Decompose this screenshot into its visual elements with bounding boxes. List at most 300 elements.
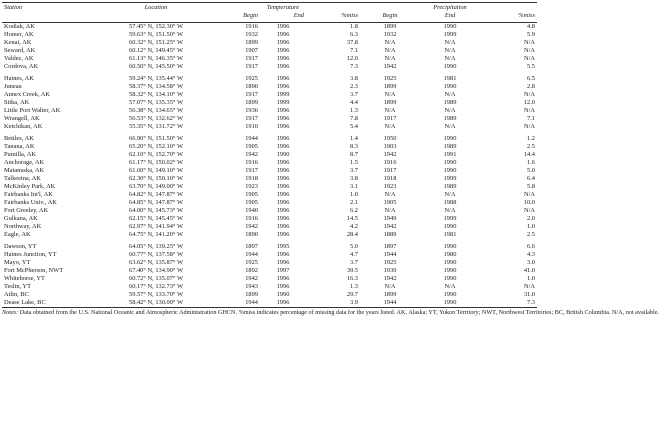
station-location: 56.38° N, 134.65° W	[129, 107, 183, 114]
temp-begin: 1916	[245, 23, 258, 30]
temp-end: 1996	[276, 75, 290, 82]
precip-end: N/A	[444, 207, 456, 214]
station-name: Fort McPherson, NWT	[4, 267, 64, 274]
temp-miss: 1.3	[350, 283, 358, 290]
precip-end: 1991	[443, 151, 457, 158]
header-precip-end: End	[420, 12, 480, 23]
precip-begin: 1944	[383, 251, 397, 258]
header-temp-end: End	[260, 12, 306, 23]
precip-begin: N/A	[384, 191, 396, 198]
station-location: 61.17° N, 150.02° W	[129, 159, 183, 166]
station-location: 58.32° N, 134.10° W	[129, 91, 183, 98]
temp-miss: 5.4	[350, 123, 358, 130]
table-row	[2, 75, 537, 83]
temp-end: 1996	[276, 115, 290, 122]
station-location: 61.60° N, 149.10° W	[129, 167, 183, 174]
temp-end: 1996	[276, 123, 290, 130]
precip-end: 1990	[443, 167, 457, 174]
station-name: Valdez, AK	[4, 55, 34, 62]
table-row	[2, 199, 537, 207]
precip-end: 1990	[443, 159, 457, 166]
station-name: Cordova, AK	[4, 63, 39, 70]
precip-miss: N/A	[523, 91, 535, 98]
station-name: McKinley Park, AK	[4, 183, 56, 190]
precip-miss: 12.0	[523, 99, 535, 106]
temp-end: 1990	[276, 291, 290, 298]
precip-end: N/A	[444, 283, 456, 290]
station-location: 64.82° N, 147.87° W	[129, 191, 183, 198]
precip-begin: 1925	[383, 259, 397, 266]
precip-begin: N/A	[384, 91, 396, 98]
precip-miss: N/A	[523, 107, 535, 114]
precip-end: 1980	[443, 251, 457, 258]
precip-end: 1990	[443, 135, 457, 142]
station-location: 64.00° N, 145.73° W	[129, 207, 183, 214]
precip-begin: N/A	[384, 207, 396, 214]
precip-miss: 31.0	[523, 291, 535, 298]
station-name: Bettles, AK	[4, 135, 34, 142]
temp-end: 1999	[276, 99, 290, 106]
precip-begin: N/A	[384, 55, 396, 62]
precip-end: 1981	[443, 75, 457, 82]
table-row	[2, 259, 537, 267]
temp-begin: 1890	[245, 83, 258, 90]
precip-miss: 5.9	[527, 31, 535, 38]
precip-begin: 1903	[383, 143, 397, 150]
precip-end: N/A	[444, 123, 456, 130]
temp-begin: 1910	[245, 123, 258, 130]
precip-end: 1981	[443, 231, 457, 238]
station-location: 57.45° N, 152.30° W	[129, 23, 183, 30]
temp-begin: 1905	[245, 191, 258, 198]
station-location: 63.62° N, 135.87° W	[129, 259, 183, 266]
temp-end: 1996	[276, 251, 290, 258]
table-row	[2, 83, 537, 91]
precip-miss: 5.8	[527, 183, 535, 190]
table-row	[2, 223, 537, 231]
temp-miss: 3.1	[350, 183, 358, 190]
precip-miss: N/A	[523, 283, 535, 290]
precip-end: N/A	[444, 91, 456, 98]
temp-begin: 1917	[245, 167, 258, 174]
temp-end: 1996	[276, 207, 290, 214]
header-row-2	[2, 12, 537, 23]
temp-miss: 16.3	[346, 275, 358, 282]
precip-end: 1989	[443, 143, 457, 150]
table-row	[2, 115, 537, 123]
temp-end: 1997	[276, 267, 290, 274]
station-name: Matanuska, AK	[4, 167, 45, 174]
station-location: 59.57° N, 133.70° W	[129, 291, 183, 298]
precip-miss: 6.4	[527, 175, 535, 182]
station-name: Pumilla, AK	[4, 151, 36, 158]
temp-miss: 3.8	[350, 175, 358, 182]
precip-begin: 1930	[383, 267, 397, 274]
precip-end: 1990	[443, 223, 457, 230]
station-name: Gulkana, AK	[4, 215, 38, 222]
station-location: 58.37° N, 134.58° W	[129, 83, 183, 90]
table-row	[2, 123, 537, 131]
temp-end: 1996	[276, 159, 290, 166]
temp-begin: 1944	[245, 251, 258, 258]
station-location: 60.32° N, 151.25° W	[129, 39, 183, 46]
table-row	[2, 151, 537, 159]
header-precip-miss: %miss	[480, 12, 537, 23]
precip-miss: N/A	[523, 207, 535, 214]
temp-begin: 1940	[245, 207, 258, 214]
station-name: Kodiak, AK	[4, 23, 35, 30]
precip-end: 1989	[443, 115, 457, 122]
temp-begin: 1917	[245, 63, 258, 70]
table-row	[2, 47, 537, 55]
precip-end: 1990	[420, 299, 480, 308]
temp-end: 1996	[276, 259, 290, 266]
station-location: 63.70° N, 149.00° W	[129, 183, 183, 190]
precip-begin: 1949	[383, 215, 397, 222]
precip-begin: 1918	[383, 175, 397, 182]
precip-end: N/A	[444, 39, 456, 46]
precip-begin: 1942	[383, 275, 397, 282]
temp-end: 1996	[276, 191, 290, 198]
precip-end: 1989	[443, 99, 457, 106]
station-location: 60.77° N, 137.58° W	[129, 251, 183, 258]
temp-miss: 5.0	[350, 243, 358, 250]
precip-miss: 4.3	[527, 251, 535, 258]
station-location: 64.05° N, 139.25° W	[129, 243, 183, 250]
precip-end: N/A	[444, 107, 456, 114]
temp-end: 1996	[276, 135, 290, 142]
table-row	[2, 99, 537, 107]
temp-begin: 1925	[245, 259, 258, 266]
precip-miss: N/A	[523, 47, 535, 54]
table-row	[2, 251, 537, 259]
temp-miss: 3.7	[350, 167, 358, 174]
temp-end: 1996	[276, 223, 290, 230]
temp-end: 1996	[276, 215, 290, 222]
temp-begin: 1907	[245, 47, 258, 54]
temp-miss: 28.4	[346, 231, 358, 238]
precip-begin: 1917	[383, 167, 397, 174]
table-row	[2, 243, 537, 251]
precip-begin: 1942	[383, 151, 397, 158]
table-row	[2, 215, 537, 223]
precip-begin: 1942	[383, 223, 397, 230]
temp-miss: 7.8	[350, 115, 358, 122]
notes-text: Data obtained from the U.S. National Oceanic and Atmospheric Administration GHCN. %miss indicates percentage of missing data for the years listed. AK, Alaska; YT, Yukon Territory; NWT, Northwest Territories; BC, British Columbia. N/A, not available.	[19, 309, 659, 316]
temp-begin: 1916	[245, 159, 258, 166]
precip-end: 1990	[443, 267, 457, 274]
temp-miss: 1.3	[350, 107, 358, 114]
precip-end: N/A	[444, 47, 456, 54]
table-row	[2, 63, 537, 71]
station-location: 60.12° N, 149.45° W	[129, 47, 183, 54]
temp-miss: 3.9	[306, 299, 360, 308]
table-row	[2, 167, 537, 175]
temp-begin: 1925	[245, 75, 258, 82]
station-name: Ketchikan, AK	[4, 123, 43, 130]
temp-miss: 12.0	[346, 55, 358, 62]
precip-miss: 2.5	[527, 143, 535, 150]
temp-begin: 1942	[245, 223, 258, 230]
precip-begin: N/A	[384, 123, 396, 130]
station-name: Anchorage, AK	[4, 159, 45, 166]
temp-begin: 1899	[245, 291, 258, 298]
temp-begin: 1899	[245, 39, 258, 46]
station-name: Fairbanks Univ., AK	[4, 199, 57, 206]
temp-miss: 6.2	[350, 207, 358, 214]
temp-end: 1996	[276, 83, 290, 90]
temp-miss: 1.5	[350, 159, 358, 166]
station-name: Haines Junction, YT	[4, 251, 57, 258]
temp-end: 1996	[276, 47, 290, 54]
precip-begin: 1899	[383, 83, 397, 90]
precip-begin: 1917	[383, 115, 397, 122]
station-location: 67.40° N, 134.90° W	[129, 267, 183, 274]
precip-miss: N/A	[523, 55, 535, 62]
header-temp-miss: %miss	[306, 12, 360, 23]
temp-miss: 14.5	[346, 215, 358, 222]
precip-begin: 1942	[383, 63, 397, 70]
precip-begin: 1899	[383, 99, 397, 106]
temp-end: 1996	[276, 23, 290, 30]
temp-end: 1996	[276, 275, 290, 282]
station-name: Tanana, AK	[4, 143, 35, 150]
header-temperature: Temperature	[260, 3, 306, 13]
temp-miss: 3.7	[350, 91, 358, 98]
precip-begin: 1899	[383, 291, 397, 298]
precip-end: 1990	[443, 83, 457, 90]
precip-miss: N/A	[523, 39, 535, 46]
precip-begin: 1950	[383, 135, 397, 142]
precip-end: 1990	[443, 259, 457, 266]
station-name: Mayo, YT	[4, 259, 31, 266]
header-row-1	[2, 3, 537, 13]
station-location: 55.35° N, 131.72° W	[129, 123, 183, 130]
station-name: Atlin, BC	[4, 291, 29, 298]
precip-miss: N/A	[523, 123, 535, 130]
temp-end: 1996	[260, 299, 306, 308]
precip-miss: 1.0	[527, 223, 535, 230]
station-location: 62.30° N, 150.10° W	[129, 175, 183, 182]
temp-miss: 4.4	[350, 99, 358, 106]
temp-begin: 1892	[245, 267, 258, 274]
temp-end: 1996	[276, 183, 290, 190]
precip-miss: 4.8	[527, 23, 535, 30]
temp-end: 1996	[276, 199, 290, 206]
station-name: Seward, AK	[4, 47, 36, 54]
table-row	[2, 39, 537, 47]
header-precipitation: Precipitation	[420, 3, 480, 13]
temp-begin: 1905	[245, 199, 258, 206]
temp-miss: 2.3	[350, 83, 358, 90]
precip-begin: 1932	[383, 31, 397, 38]
temp-begin: 1923	[245, 183, 258, 190]
temp-miss: 6.3	[350, 31, 358, 38]
station-location: 60.50° N, 145.50° W	[129, 63, 183, 70]
precip-end: 1999	[443, 215, 457, 222]
temp-end: 1996	[276, 143, 290, 150]
table-row	[2, 291, 537, 299]
temp-miss: 2.1	[350, 199, 358, 206]
precip-miss: 41.0	[523, 267, 535, 274]
temp-miss: 1.0	[350, 191, 358, 198]
station-name: Little Port Walter, AK	[4, 107, 61, 114]
station-name: Northway, AK	[4, 223, 42, 230]
temp-begin: 1944	[245, 135, 258, 142]
temp-begin: 1942	[245, 151, 258, 158]
table-page	[2, 0, 659, 444]
temp-end: 1996	[276, 283, 290, 290]
station-name: Wrangell, AK	[4, 115, 40, 122]
temp-begin: 1932	[245, 31, 258, 38]
temp-miss: 7.1	[350, 47, 358, 54]
table-row	[2, 267, 537, 275]
station-location: 57.07° N, 135.35° W	[129, 99, 183, 106]
precip-begin: N/A	[384, 39, 396, 46]
temp-end: 1995	[276, 243, 290, 250]
temp-miss: 3.8	[350, 75, 358, 82]
temp-begin: 1917	[245, 115, 258, 122]
temp-miss: 8.7	[350, 151, 358, 158]
table-row	[2, 207, 537, 215]
station-location: 62.97° N, 141.94° W	[129, 223, 183, 230]
precip-miss: 2.0	[527, 215, 535, 222]
precip-end: 1989	[443, 183, 457, 190]
temp-miss: 39.5	[346, 267, 358, 274]
station-name: Homer, AK	[4, 31, 34, 38]
table-notes	[2, 309, 659, 317]
precip-begin: 1923	[383, 183, 397, 190]
station-name: Annex Creek, AK	[4, 91, 50, 98]
precip-miss: 2.5	[527, 231, 535, 238]
table-row	[2, 231, 537, 239]
precip-end: 1990	[443, 291, 457, 298]
temp-begin: 1917	[245, 91, 258, 98]
precip-miss: 1.0	[527, 275, 535, 282]
temp-miss: 7.3	[350, 63, 358, 70]
station-location: 58.42° N, 130.00° W	[110, 299, 202, 308]
precip-miss: 10.0	[523, 199, 535, 206]
station-location: 62.10° N, 152.70° W	[129, 151, 183, 158]
precip-begin: N/A	[384, 283, 396, 290]
precip-begin: N/A	[384, 47, 396, 54]
temp-end: 1996	[276, 63, 290, 70]
station-name: Talkeetna, AK	[4, 175, 41, 182]
header-temp-begin: Begin	[202, 12, 260, 23]
station-location: 61.13° N, 146.35° W	[129, 55, 183, 62]
precip-end: 1999	[443, 31, 457, 38]
precip-end: 1990	[443, 243, 457, 250]
temp-begin: 1890	[245, 231, 258, 238]
precip-miss: 1.2	[527, 135, 535, 142]
station-name: Whitehorse, YT	[4, 275, 45, 282]
station-location: 64.85° N, 147.87° W	[129, 199, 183, 206]
precip-miss: 3.0	[527, 259, 535, 266]
precip-miss: 5.5	[527, 63, 535, 70]
temp-end: 1990	[276, 151, 290, 158]
station-table	[2, 2, 537, 308]
temp-miss: 4.7	[350, 251, 358, 258]
precip-end: 1990	[443, 275, 457, 282]
precip-end: N/A	[444, 191, 456, 198]
precip-begin: 1944	[360, 299, 420, 308]
table-row	[2, 299, 537, 308]
header-station: Station	[2, 3, 110, 13]
temp-miss: 8.3	[350, 143, 358, 150]
table-row	[2, 143, 537, 151]
station-location: 60.72° N, 135.07° W	[129, 275, 183, 282]
temp-end: 1996	[276, 39, 290, 46]
station-name: Fairbanks Int'l, AK	[4, 191, 53, 198]
precip-miss: 14.4	[523, 151, 535, 158]
precip-end: 1990	[443, 63, 457, 70]
precip-miss: 1.6	[527, 159, 535, 166]
precip-begin: 1905	[383, 199, 397, 206]
temp-end: 1996	[276, 107, 290, 114]
station-name: Fort Greeley, AK	[4, 207, 49, 214]
station-name: Eagle, AK	[4, 231, 31, 238]
precip-end: 1999	[443, 175, 457, 182]
table-row	[2, 31, 537, 39]
station-location: 66.90° N, 151.50° W	[129, 135, 183, 142]
header-precip-begin: Begin	[360, 12, 420, 23]
station-location: 62.15° N, 145.45° W	[129, 215, 183, 222]
temp-begin: 1918	[245, 175, 258, 182]
station-name: Dease Lake, BC	[2, 299, 110, 308]
temp-miss: 29.7	[346, 291, 358, 298]
precip-begin: N/A	[384, 107, 396, 114]
precip-end: 1990	[443, 23, 457, 30]
temp-begin: 1899	[245, 99, 258, 106]
precip-miss: 7.1	[527, 115, 535, 122]
precip-miss: 5.0	[527, 167, 535, 174]
temp-end: 1996	[276, 31, 290, 38]
precip-begin: 1889	[383, 231, 397, 238]
station-name: Teslin, YT	[4, 283, 32, 290]
temp-miss: 4.2	[350, 223, 358, 230]
temp-end: 1999	[276, 91, 290, 98]
table-row	[2, 183, 537, 191]
temp-begin: 1942	[245, 275, 258, 282]
station-location: 59.24° N, 135.44° W	[129, 75, 183, 82]
precip-miss: N/A	[523, 191, 535, 198]
precip-begin: 1897	[383, 243, 397, 250]
temp-end: 1996	[276, 175, 290, 182]
temp-end: 1996	[276, 167, 290, 174]
table-row	[2, 191, 537, 199]
table-row	[2, 107, 537, 115]
temp-begin: 1897	[245, 243, 258, 250]
station-location: 64.75° N, 141.20° W	[129, 231, 183, 238]
temp-begin: 1917	[245, 55, 258, 62]
table-row	[2, 23, 537, 32]
table-row	[2, 135, 537, 143]
station-name: Haines, AK	[4, 75, 34, 82]
temp-begin: 1936	[245, 107, 258, 114]
precip-end: 1988	[443, 199, 457, 206]
temp-miss: 37.8	[346, 39, 358, 46]
temp-miss: 3.7	[350, 259, 358, 266]
station-location: 60.17° N, 132.73° W	[129, 283, 183, 290]
temp-begin: 1944	[202, 299, 260, 308]
table-row	[2, 175, 537, 183]
table-row	[2, 275, 537, 283]
precip-miss: 2.8	[527, 83, 535, 90]
station-name: Sitka, AK	[4, 99, 30, 106]
table-row	[2, 159, 537, 167]
temp-begin: 1905	[245, 143, 258, 150]
notes-label: Notes:	[2, 309, 19, 316]
